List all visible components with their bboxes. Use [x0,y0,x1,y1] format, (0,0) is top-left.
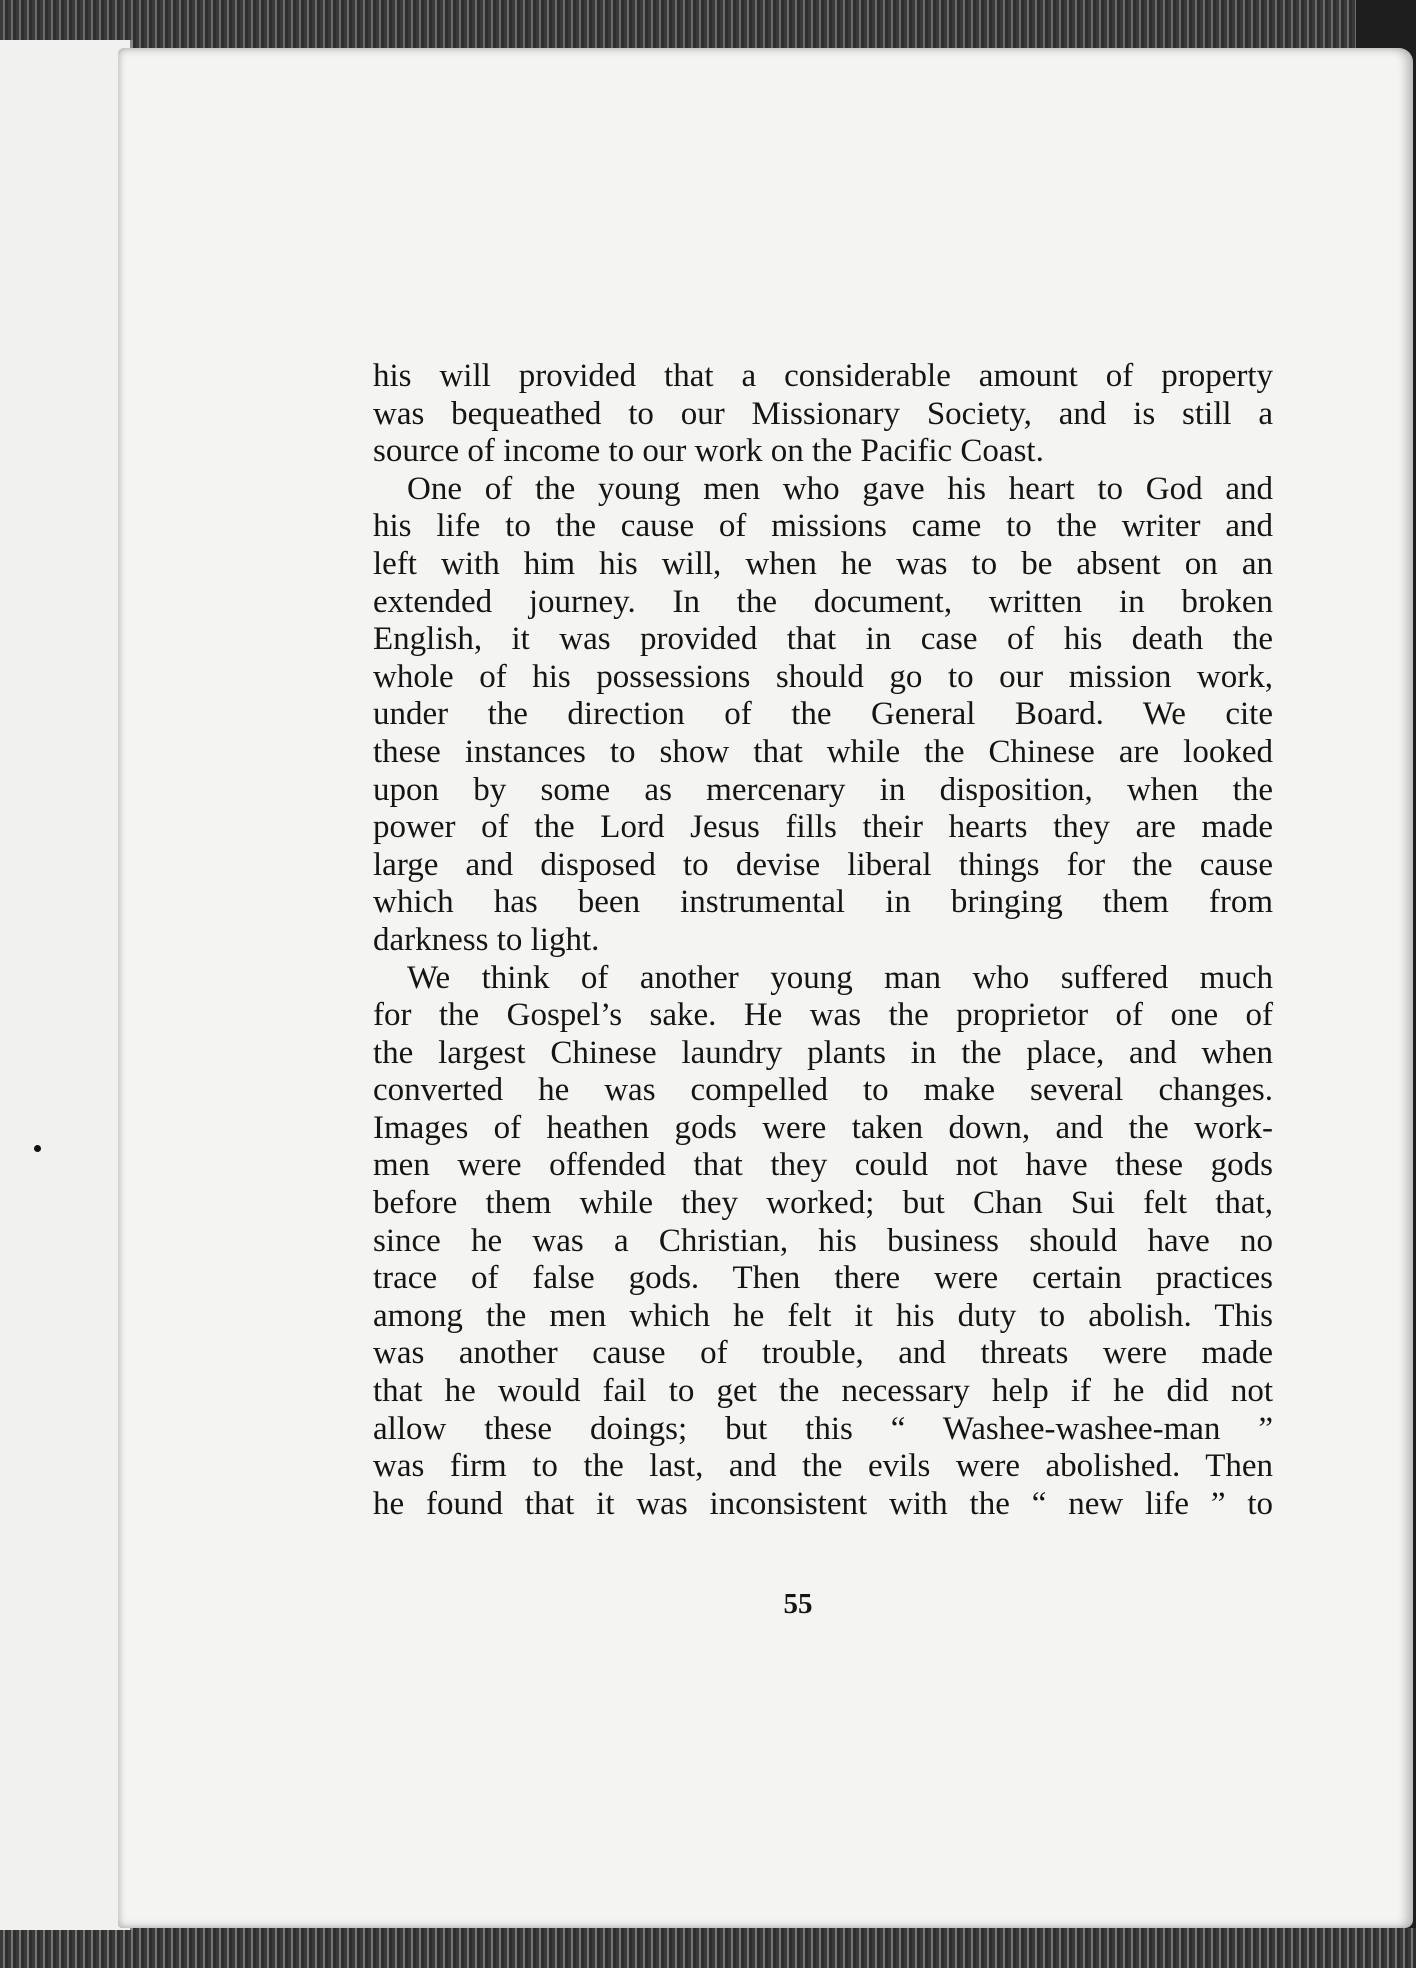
text-line: left with him his will, when he was to be absent on an [373,545,1273,582]
body-text [373,358,1273,1523]
text-line: We think of another young man who suffered much [407,959,1273,996]
page-mark [34,1145,41,1152]
text-line: he found that it was inconsistent with the “ new life ” to [373,1485,1273,1522]
text-line: One of the young men who gave his heart to God and [407,470,1273,507]
text-line: darkness to light. [373,921,600,958]
book-cover-bottom [0,1928,1416,1968]
text-line: since he was a Christian, his business should have no [373,1222,1273,1259]
text-line: was bequeathed to our Missionary Society, and is still a [373,395,1273,432]
text-line: source of income to our work on the Pacific Coast. [373,433,1044,470]
text-line: his life to the cause of missions came to the writer and [373,508,1273,545]
text-line: was another cause of trouble, and threats were made [373,1335,1273,1372]
text-line: whole of his possessions should go to our mission work, [373,658,1273,695]
text-line: his will provided that a considerable amount of property [373,358,1273,394]
text-line: before them while they worked; but Chan Sui felt that, [373,1185,1273,1222]
text-line: Images of heathen gods were taken down, and the work- [373,1109,1273,1146]
text-line: large and disposed to devise liberal things for the cause [373,846,1273,883]
text-line: the largest Chinese laundry plants in the place, and when [373,1034,1273,1071]
text-line: converted he was compelled to make several changes. [373,1072,1273,1109]
text-line: extended journey. In the document, written in broken [373,583,1273,620]
text-line: power of the Lord Jesus fills their hearts they are made [373,809,1273,846]
text-line: under the direction of the General Board. We cite [373,696,1273,733]
text-line: men were offended that they could not have these gods [373,1147,1273,1184]
book-page [118,48,1413,1928]
text-line: among the men which he felt it his duty to abolish. This [373,1297,1273,1334]
text-line: for the Gospel’s sake. He was the proprietor of one of [373,997,1273,1034]
text-line: allow these doings; but this “ Washee-washee-man ” [373,1410,1273,1447]
text-line: English, it was provided that in case of his death the [373,621,1273,658]
text-line: that he would fail to get the necessary help if he did not [373,1373,1273,1410]
text-line: trace of false gods. Then there were certain practices [373,1260,1273,1297]
text-line: upon by some as mercenary in disposition, when the [373,771,1273,808]
facing-page-edge [0,40,133,1930]
text-line: was firm to the last, and the evils were abolished. Then [373,1448,1273,1485]
text-line: which has been instrumental in bringing them from [373,884,1273,921]
text-line: these instances to show that while the Chinese are looked [373,733,1273,770]
page-number: 55 [783,1588,813,1620]
